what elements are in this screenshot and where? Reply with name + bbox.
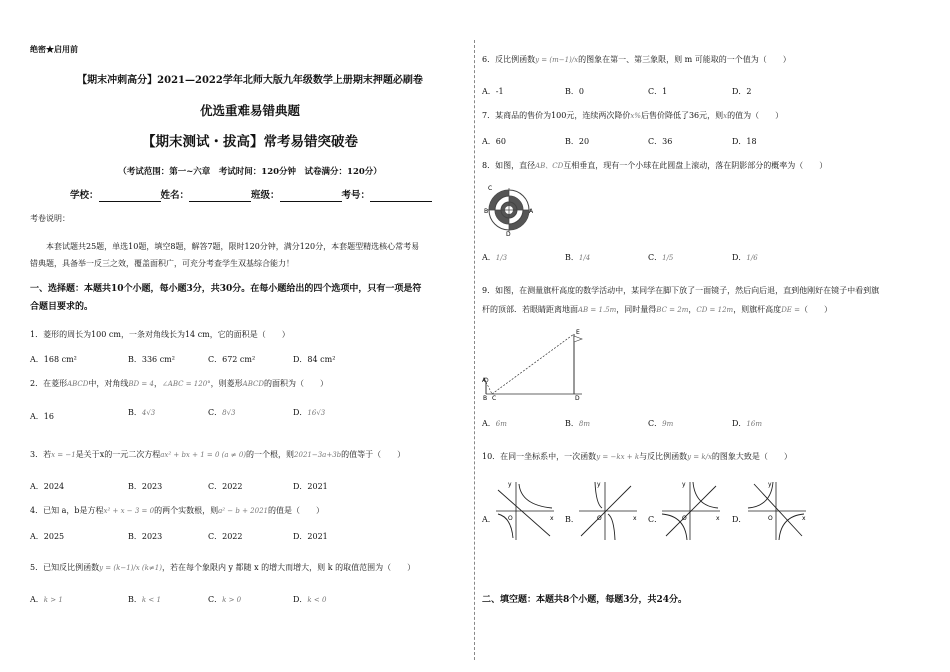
- section1-heading: 一、选择题：本题共10个小题，每小题3分，共30分。在每小题给出的四个选项中，只有一项是符: [30, 284, 422, 294]
- q9-option-a-math: 6m: [495, 420, 507, 428]
- q3-option-b[interactable]: B．2023: [128, 482, 163, 491]
- q7-text-b: 后售价降低了36元，则: [640, 111, 724, 120]
- q9-stem-line-1: 9．如图，在测量旗杆高度的数学活动中，某同学在脚下放了一面镜子，然后向后退，直到他刚好在镜子中看到旗: [482, 286, 880, 295]
- q5-option-d-label: D．: [293, 595, 308, 604]
- q8-stem: [482, 161, 827, 171]
- q2-option-b-math: 4√3: [141, 409, 156, 417]
- q2-math-4: ABCD: [242, 380, 264, 388]
- q7-option-c[interactable]: C．36: [648, 137, 673, 146]
- q8-label-a: A: [529, 208, 534, 215]
- q3-option-d[interactable]: D．2021: [293, 482, 328, 491]
- section2-heading: 二、填空题：本题共8个小题，每题3分，共24分。: [482, 595, 688, 605]
- q10-option-c[interactable]: C．: [648, 515, 663, 524]
- q2-option-d-label: D．: [293, 408, 308, 417]
- q9-text-a: 杆的顶部．若眼睛距离地面: [482, 305, 578, 314]
- q10-a-y-label: y: [508, 481, 512, 488]
- q10-c-y-label: y: [682, 481, 686, 488]
- q2-text-c: ，则菱形: [210, 379, 243, 388]
- q4-option-c[interactable]: C．2022: [208, 532, 243, 541]
- exam-subtitle: 优选重难易错典题: [199, 103, 300, 118]
- q10-graph-d: [744, 478, 810, 544]
- q9-option-b-math: 8m: [578, 420, 590, 428]
- q9-math-3: CD = 12m: [696, 306, 734, 314]
- q10-text-c: 的图象大致是（ ）: [711, 452, 792, 461]
- q10-stem: [482, 452, 792, 462]
- q2-text-b: 中，对角线: [88, 379, 129, 388]
- q3-math-2: ax² + bx + 1 = 0 (a ≠ 0): [160, 451, 247, 459]
- q5-option-b[interactable]: [128, 594, 161, 605]
- school-label: 学校：: [70, 190, 99, 201]
- q10-graph-c: [658, 478, 724, 544]
- q3-math-1: x = −1: [51, 451, 76, 459]
- q10-graph-b: [575, 478, 641, 544]
- q2-option-a[interactable]: A．16: [30, 412, 54, 421]
- exam-title: 【期末冲刺高分】2021—2022学年北师大版九年级数学上册期末押题必刷卷: [77, 75, 423, 86]
- q10-math-1: y = −kx + k: [596, 453, 640, 461]
- q9-label-d: D: [575, 395, 580, 400]
- q5-option-c[interactable]: [208, 594, 241, 605]
- q2-math-3: ∠ABC = 120°: [161, 380, 211, 388]
- q3-option-c[interactable]: C．2022: [208, 482, 243, 491]
- q3-option-a[interactable]: A．2024: [30, 482, 65, 491]
- q5-text-b: ，若在每个象限内 y 都随 x 的增大而增大，则 k 的取值范围为（ ）: [161, 563, 416, 572]
- q5-option-b-math: k < 1: [141, 596, 161, 604]
- q8-option-c[interactable]: [648, 252, 673, 263]
- q4-option-a[interactable]: A．2025: [30, 532, 65, 541]
- q6-option-d[interactable]: D．2: [732, 87, 752, 96]
- q8-option-c-label: C．: [648, 253, 663, 262]
- q5-option-a[interactable]: [30, 594, 63, 605]
- name-label: 姓名：: [160, 190, 190, 201]
- q8-option-d[interactable]: [732, 252, 758, 263]
- q10-a-x-label: x: [550, 515, 554, 522]
- q5-text-a: 5．已知反比例函数: [30, 563, 100, 572]
- q4-stem: [30, 506, 324, 516]
- q6-option-c[interactable]: C．1: [648, 87, 668, 96]
- q3-text-e: 的值等于（ ）: [341, 450, 406, 459]
- school-input[interactable]: [99, 192, 161, 202]
- q9-option-a[interactable]: [482, 418, 507, 429]
- q4-option-d[interactable]: D．2021: [293, 532, 328, 541]
- q10-math-2: y = k/x: [687, 453, 712, 461]
- notes-line-1: 本套试题共25题，单选10题，填空8题，解答7题，限时120分钟，满分120分，本套题型精选核心常考易: [46, 242, 420, 251]
- info-fields: [70, 190, 432, 202]
- exam-number-label: 考号：: [341, 190, 371, 201]
- q8-label-c: C: [488, 185, 493, 192]
- q1-option-b[interactable]: B．336 cm²: [128, 355, 175, 364]
- q9-label-e: E: [576, 329, 580, 336]
- q9-option-c-label: C．: [648, 419, 663, 428]
- q2-math-2: BD = 4: [128, 380, 154, 388]
- name-input[interactable]: [189, 192, 251, 202]
- q8-option-d-label: D．: [732, 253, 747, 262]
- q4-text-b: 的两个实数根，则: [154, 506, 219, 515]
- q8-label-d: D: [506, 231, 511, 236]
- q9-text-c: ，则旗杆高度: [733, 305, 782, 314]
- q8-option-a-label: A．: [482, 253, 496, 262]
- q10-option-d[interactable]: D．: [732, 515, 747, 524]
- q6-math-1: y = (m−1)/x: [535, 56, 579, 64]
- q9-text-b: ，同时量得: [616, 305, 657, 314]
- q2-stem: 2．在菱形ABCD中，对角线BD = 4，∠ABC = 120°，则菱形ABCD的面积为（ ）: [30, 379, 328, 388]
- q10-c-x-label: x: [716, 515, 720, 522]
- q3-text-b: 是关于: [75, 450, 100, 459]
- q2-option-d-math: 16√3: [307, 409, 326, 417]
- q8-text-b: 互相垂直，现有一个小球在此圆盘上滚动，落在阴影部分的概率为（ ）: [563, 161, 828, 170]
- q10-d-y-label: y: [768, 481, 772, 488]
- q9-label-a: A: [482, 377, 487, 384]
- q10-b-x-label: x: [633, 515, 637, 522]
- q3-stem: [30, 450, 405, 460]
- q5-option-b-label: B．: [128, 595, 142, 604]
- class-label: 班级：: [251, 190, 280, 201]
- q8-label-b: B: [484, 208, 489, 215]
- q2-option-c[interactable]: [208, 407, 236, 418]
- q8-option-b-label: B．: [565, 253, 579, 262]
- q5-option-c-math: k > 0: [222, 596, 242, 604]
- q8-option-a-fraction: 1/3: [495, 254, 508, 262]
- q8-text-a: 8．如图，直径: [482, 161, 536, 170]
- q9-flag: [574, 336, 582, 342]
- q9-option-b-label: B．: [565, 419, 579, 428]
- q10-b-y-label: y: [597, 481, 601, 488]
- notes-line-2: 错典题，具备举一反三之效，覆盖面积广，可充分考查学生双基综合能力！: [30, 259, 294, 268]
- q9-eye-line: [486, 382, 492, 394]
- exam-number-input[interactable]: [370, 192, 432, 202]
- q9-label-b: B: [483, 395, 488, 400]
- q4-text-c: 的值是（ ）: [268, 506, 324, 515]
- notes-label: 考卷说明：: [30, 214, 70, 223]
- q10-a-origin-label: O: [508, 515, 513, 522]
- q10-graph-a: [492, 478, 558, 544]
- q2-math-1: ABCD: [67, 380, 89, 388]
- q7-math-1: x%: [630, 112, 641, 120]
- q9-math-2: BC = 2m: [656, 306, 689, 314]
- q7-option-a[interactable]: A．60: [482, 137, 506, 146]
- q9-option-d-label: D．: [732, 419, 747, 428]
- q10-text-b: 与反比例函数: [639, 452, 688, 461]
- q6-option-a[interactable]: A．-1: [482, 87, 504, 96]
- q6-stem: [482, 55, 791, 65]
- q8-target-figure: [484, 182, 534, 236]
- column-divider: [474, 40, 475, 660]
- exam-paper-name: 【期末测试・拔高】常考易错突破卷: [142, 134, 358, 150]
- q9-option-c[interactable]: [648, 418, 673, 429]
- q10-b-origin-label: O: [597, 515, 602, 522]
- q2-option-b-label: B．: [128, 408, 142, 417]
- q3-text-c: x的一元二次方程: [99, 450, 161, 459]
- q9-math-1: AB = 1.5m: [578, 306, 617, 314]
- q7-math-2: x: [723, 112, 728, 120]
- q9-math-4: DE =: [781, 306, 800, 314]
- q10-d-origin-label: O: [768, 515, 773, 522]
- q8-option-d-fraction: 1/6: [746, 254, 758, 262]
- q7-stem: [482, 111, 783, 121]
- q7-text-c: 的值为（ ）: [727, 111, 784, 120]
- q1-option-c[interactable]: C．672 cm²: [208, 355, 256, 364]
- q9-sight-line: [492, 334, 574, 394]
- q6-text-a: 6．反比例函数: [482, 55, 536, 64]
- section1-heading-cont: 合题目要求的。: [30, 302, 94, 312]
- q5-math-1: y = (k−1)/x (k≠1): [99, 564, 162, 572]
- q5-option-a-label: A．: [30, 595, 44, 604]
- q7-option-d[interactable]: D．18: [732, 137, 757, 146]
- q9-option-a-label: A．: [482, 419, 496, 428]
- q5-option-c-label: C．: [208, 595, 223, 604]
- q1-option-a[interactable]: A．168 cm²: [30, 355, 77, 364]
- q5-option-d[interactable]: [293, 594, 326, 605]
- q7-option-b[interactable]: B．20: [565, 137, 590, 146]
- secret-mark: 绝密★启用前: [30, 44, 78, 54]
- q5-stem: [30, 563, 415, 573]
- q8-target-rings: [487, 188, 531, 232]
- q9-stem-line-2: 杆的顶部．若眼睛距离地面AB = 1.5m，同时量得BC = 2m，CD = 12m，则旗杆高度DE =（ ）: [482, 305, 832, 314]
- q2-option-c-math: 8√3: [222, 409, 236, 417]
- q9-option-c-math: 9m: [662, 420, 674, 428]
- q8-option-b[interactable]: [565, 252, 590, 263]
- q7-text-a: 7．某商品的售价为100元，连续两次降价: [482, 111, 631, 120]
- q3-text-a: 3．若: [30, 450, 52, 459]
- q4-text-a: 4．已知 a，b是方程: [30, 506, 104, 515]
- q3-math-3: 2021−3a+3b: [294, 451, 342, 459]
- q5-option-a-math: k > 1: [43, 596, 63, 604]
- q2-text-a: 2．在菱形: [30, 379, 68, 388]
- q9-option-d-math: 16m: [746, 420, 762, 428]
- q9-text-d: （ ）: [800, 305, 832, 314]
- q10-c-origin-label: O: [682, 515, 687, 522]
- q2-option-d[interactable]: [293, 407, 325, 418]
- q9-label-c: C: [492, 395, 497, 400]
- q5-option-d-math: k < 0: [307, 596, 327, 604]
- q2-text-d: 的面积为（ ）: [263, 379, 328, 388]
- q8-math-1: AB、CD: [535, 162, 564, 170]
- q8-option-b-fraction: 1/4: [578, 254, 591, 262]
- q4-option-b[interactable]: B．2023: [128, 532, 163, 541]
- q8-option-c-fraction: 1/5: [662, 254, 674, 262]
- q9-option-b[interactable]: [565, 418, 590, 429]
- q10-text-a: 10．在同一坐标系中，一次函数: [482, 452, 597, 461]
- q1-option-d[interactable]: D．84 cm²: [293, 355, 336, 364]
- exam-scope: （考试范围：第一~六章 考试时间：120分钟 试卷满分：120分）: [118, 167, 382, 177]
- q4-math-2: a² − b + 2021: [218, 507, 268, 515]
- q3-text-d: 的一个根，则: [246, 450, 295, 459]
- q6-text-b: 的图象在第一、第三象限，则 m 可能取的一个值为（ ）: [578, 55, 791, 64]
- q9-option-d[interactable]: [732, 418, 762, 429]
- q10-option-a[interactable]: A．: [482, 515, 496, 524]
- q1-stem: 1．菱形的周长为100 cm，一条对角线长为14 cm，它的面积是（ ）: [30, 330, 290, 339]
- q10-option-b[interactable]: B．: [565, 515, 579, 524]
- q6-option-b[interactable]: B．0: [565, 87, 584, 96]
- q4-math-1: x² + x − 3 = 0: [103, 507, 155, 515]
- q10-d-x-label: x: [802, 515, 806, 522]
- q2-option-c-label: C．: [208, 408, 223, 417]
- q8-option-a[interactable]: [482, 252, 507, 263]
- class-input[interactable]: [280, 192, 342, 202]
- q9-flagpole-figure: [482, 328, 592, 400]
- q2-option-b[interactable]: [128, 407, 155, 418]
